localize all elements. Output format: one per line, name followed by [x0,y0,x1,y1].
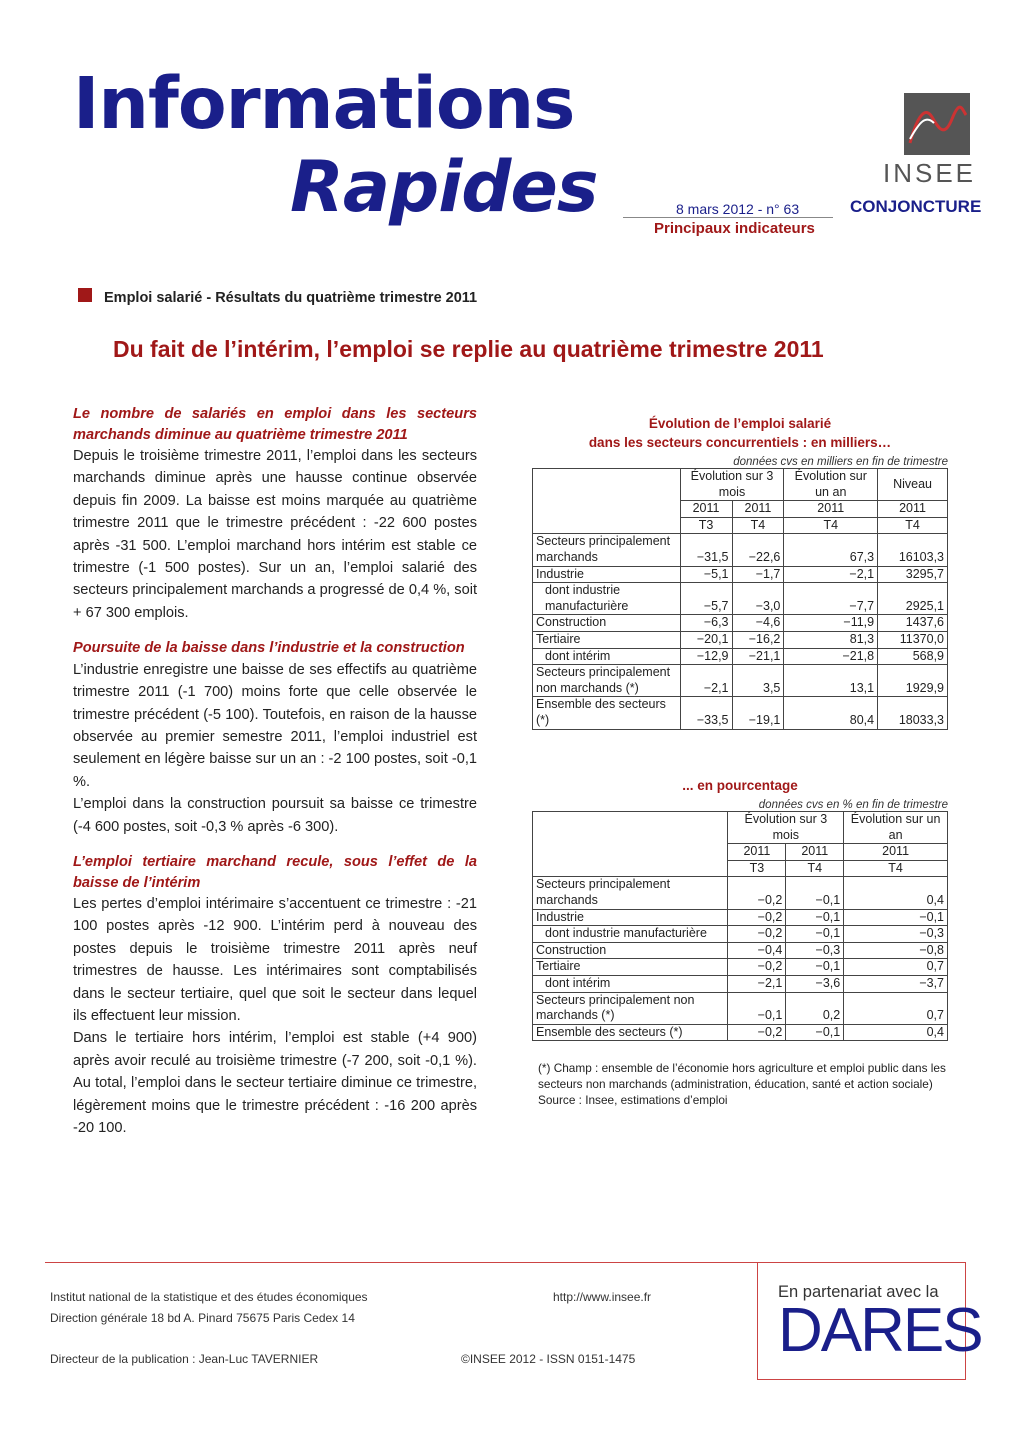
table1-header-niveau: Niveau [878,469,948,501]
footnote-source: Source : Insee, estimations d’emploi [538,1093,728,1107]
cell: −20,1 [680,631,732,648]
table-row [533,959,948,976]
section-heading-3: L’emploi tertiaire marchand recule, sous l’effet de la baisse de l’intérim [73,854,477,891]
row-label: Tertiaire [533,959,728,976]
cell: −11,9 [784,615,878,632]
cell: 1929,9 [878,665,948,697]
table-row [533,1024,948,1041]
cell: −4,6 [732,615,784,632]
cell: 3295,7 [878,566,948,583]
cell: 81,3 [784,631,878,648]
cell: −0,1 [786,909,844,926]
section-heading-1: Le nombre de salariés en emploi dans les secteurs marchands diminue au quatrième trimestre 2011 [73,406,477,443]
cell: 80,4 [784,697,878,729]
table-footnote [538,1060,948,1108]
table2-year: 2011 [844,844,948,861]
table2-header-evo3: Évolution sur 3 mois [728,812,844,844]
cell: −12,9 [680,648,732,665]
kicker: Emploi salarié - Résultats du quatrième trimestre 2011 [104,290,478,306]
table1-year: 2011 [784,501,878,518]
table-row [533,631,948,648]
footer-copyright: ©INSEE 2012 - ISSN 0151-1475 [461,1352,636,1366]
table2-quarter: T4 [844,860,948,877]
partner-label: En partenariat avec la [778,1283,939,1301]
cell: −22,6 [732,534,784,566]
paragraph-5: Dans le tertiaire hors intérim, l’emploi est stable (+4 900) après avoir reculé au troisième trimestre (-7 200, soit -0,1 %). Au total, l’emploi dans le secteur tertiaire diminue ce trimestre, légèrement moins que le trimestre précédent : -16 200 après -20 100. [73,1030,477,1137]
cell: −0,3 [786,942,844,959]
cell: 13,1 [784,665,878,697]
cell: −2,1 [680,665,732,697]
section-label: CONJONCTURE [850,197,982,216]
cell: −0,1 [786,877,844,909]
table2-caption: ... en pourcentage [682,778,798,793]
brand-title-line2: Rapides [290,146,598,228]
cell: −0,4 [728,942,786,959]
insee-wordmark: INSEE [883,158,977,188]
row-label: dont industrie manufacturière [533,926,728,943]
table1-block [532,414,948,730]
table2-rows [533,877,948,1041]
table1 [532,468,948,730]
table-row [533,566,948,583]
issue-subtitle: Principaux indicateurs [654,220,815,237]
row-label: Industrie [533,909,728,926]
table-row [533,926,948,943]
row-label: Construction [533,615,681,632]
table2-quarter: T4 [786,860,844,877]
table-row [533,665,948,697]
insee-logo-icon [904,93,970,155]
table1-quarter: T4 [784,517,878,534]
table-row [533,648,948,665]
row-label: Tertiaire [533,631,681,648]
cell: −21,8 [784,648,878,665]
cell: −0,2 [728,926,786,943]
footnote-scope: (*) Champ : ensemble de l’économie hors agriculture et emploi public dans les secteurs non marchands (administration, éducation, santé et action sociale) [538,1061,946,1091]
row-label: Construction [533,942,728,959]
cell: 1437,6 [878,615,948,632]
cell: −0,2 [728,1024,786,1041]
cell: −3,7 [844,975,948,992]
table-row [533,975,948,992]
row-label: Secteurs principalement non marchands (*) [533,665,681,697]
section-heading-2: Poursuite de la baisse dans l’industrie et la construction [73,640,465,657]
cell: −3,6 [786,975,844,992]
table-row [533,534,948,566]
cell: −0,2 [728,877,786,909]
table2 [532,811,948,1041]
paragraph-4: Les pertes d’emploi intérimaire s’accentuent ce trimestre : -21 100 postes après -12 900. L’intérim perd à nouveau des postes depuis le troisième trimestre 2011 après neuf trimestres de hausse. Les intérimaires sont comptabilisés dans le secteur tertiaire, quel que soit le secteur dans lequel ils effectuent leur mission. [73,896,477,1025]
page-title: Du fait de l’intérim, l’emploi se replie au quatrième trimestre 2011 [113,336,824,362]
paragraph-1: Depuis le troisième trimestre 2011, l’emploi dans les secteurs marchands diminue après une hausse continue observée depuis fin 2009. La baisse est moins marquée au quatrième trimestre 2011 que le trimestre précédent : -22 600 postes après -31 500. L’emploi marchand hors intérim est stable ce trimestre (-1 500 postes). Sur un an, l’emploi salarié des secteurs principalement marchands a progressé de 0,4 %, soit + 67 300 emplois. [73,448,477,621]
table-row [533,992,948,1024]
table-row [533,615,948,632]
cell: −21,1 [732,648,784,665]
cell: 11370,0 [878,631,948,648]
row-label: Secteurs principalement marchands [533,534,681,566]
footer-url-link[interactable]: http://www.insee.fr [553,1290,652,1304]
row-label: Ensemble des secteurs (*) [533,1024,728,1041]
cell: −6,3 [680,615,732,632]
table1-header-evo1: Évolution sur un an [784,469,878,501]
cell: −3,0 [732,583,784,615]
table2-note: données cvs en % en fin de trimestre [758,799,948,811]
row-label: Secteurs principalement non marchands (*) [533,992,728,1024]
table-row [533,909,948,926]
table-row [533,583,948,615]
cell: −5,1 [680,566,732,583]
cell: 0,2 [786,992,844,1024]
cell: 3,5 [732,665,784,697]
table2-corner [533,812,728,877]
table1-quarter: T4 [732,517,784,534]
table1-header-evo3: Évolution sur 3 mois [680,469,784,501]
kicker-square-icon [78,288,92,302]
cell: −2,1 [784,566,878,583]
cell: 568,9 [878,648,948,665]
table2-quarter: T3 [728,860,786,877]
table1-caption-line2: dans les secteurs concurrentiels : en milliers… [588,435,892,450]
paragraph-2: L’industrie enregistre une baisse de ses effectifs au quatrième trimestre 2011 (-1 700) moins forte que celle observée le trimestre précédent (-5 100). Toutefois, en raison de la hausse observée au premier semestre 2011, l’emploi industriel est seulement en légère baisse sur un an : -2 100 postes, soit -0,1 %. [73,661,478,790]
cell: −0,1 [786,1024,844,1041]
cell: 18033,3 [878,697,948,729]
cell: −0,1 [786,959,844,976]
paragraph-3: L’emploi dans la construction poursuit sa baisse ce trimestre (-4 600 postes, soit -0,3 % après -6 300). [73,796,477,835]
cell: 0,4 [844,1024,948,1041]
row-label: dont intérim [533,975,728,992]
table1-quarter: T3 [680,517,732,534]
table1-corner [533,469,681,534]
cell: −16,2 [732,631,784,648]
cell: −31,5 [680,534,732,566]
row-label: dont industrie manufacturière [533,583,681,615]
footer-director: Directeur de la publication : Jean-Luc TAVERNIER [50,1352,319,1366]
cell: −33,5 [680,697,732,729]
table2-year: 2011 [728,844,786,861]
cell: −0,8 [844,942,948,959]
table-row [533,942,948,959]
cell: −0,2 [728,909,786,926]
cell: −0,2 [728,959,786,976]
cell: 0,7 [844,959,948,976]
table1-rows [533,534,948,729]
row-label: dont intérim [533,648,681,665]
cell: −7,7 [784,583,878,615]
table-row [533,697,948,729]
issue-date: 8 mars 2012 - n° 63 [676,201,800,217]
cell: 2925,1 [878,583,948,615]
article-body [73,404,477,1139]
cell: −2,1 [728,975,786,992]
cell: −0,3 [844,926,948,943]
partner-logo: DARES [778,1296,982,1365]
row-label: Industrie [533,566,681,583]
header-rule [623,217,833,218]
table1-year: 2011 [878,501,948,518]
table1-note: données cvs en milliers en fin de trimestre [733,456,948,468]
cell: 16103,3 [878,534,948,566]
table2-block [532,776,948,1041]
table2-header-evo1: Évolution sur un an [844,812,948,844]
table-row [533,877,948,909]
footer-rule [45,1262,757,1263]
cell: −0,1 [844,909,948,926]
cell: 0,7 [844,992,948,1024]
footer-address: Direction générale 18 bd A. Pinard 75675 Paris Cedex 14 [50,1311,355,1325]
cell: −0,1 [786,926,844,943]
table2-year: 2011 [786,844,844,861]
cell: −1,7 [732,566,784,583]
cell: −19,1 [732,697,784,729]
table1-caption-line1: Évolution de l’emploi salarié [648,416,832,431]
cell: 0,4 [844,877,948,909]
footer-institute: Institut national de la statistique et des études économiques [50,1290,368,1304]
table1-year: 2011 [680,501,732,518]
row-label: Secteurs principalement marchands [533,877,728,909]
cell: −5,7 [680,583,732,615]
table1-year: 2011 [732,501,784,518]
cell: −0,1 [728,992,786,1024]
table1-quarter: T4 [878,517,948,534]
brand-title-line1: Informations [73,62,575,145]
row-label: Ensemble des secteurs (*) [533,697,681,729]
cell: 67,3 [784,534,878,566]
